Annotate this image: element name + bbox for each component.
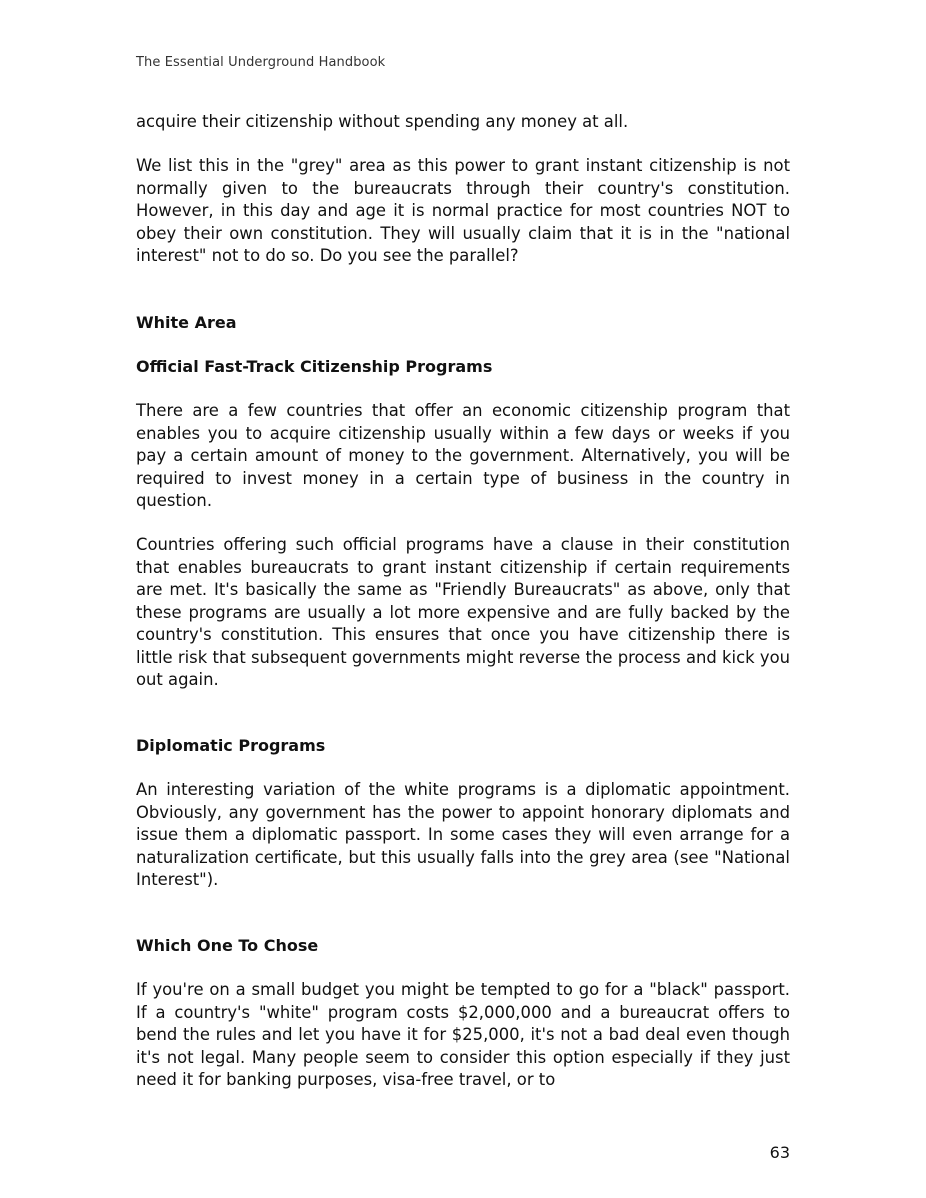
section-heading-white-area: White Area: [136, 313, 237, 333]
section-heading-fast-track: Official Fast-Track Citizenship Programs: [136, 357, 493, 377]
section-heading-which-one: Which One To Chose: [136, 936, 319, 956]
running-header: The Essential Underground Handbook: [136, 55, 386, 70]
page-number: 63: [769, 1143, 790, 1162]
paragraph: Countries offering such official programs have a clause in their constitution that enables bureaucrats to grant instant citizenship if certain requirements are met. It's basically the same as "Friendly Bureaucrats" as above, only that these programs are usually a lot more expensive and are fully backed by the country's constitution. This ensures that once you have citizenship there is little risk that subsequent governments might reverse the process and kick you out again.: [136, 535, 790, 689]
paragraph: An interesting variation of the white programs is a diplomatic appointment. Obviously, any government has the power to appoint honorary diplomats and issue them a diplomatic passport. In some cases they will even arrange for a naturalization certificate, but this usually falls into the grey area (see "National Interest").: [136, 780, 790, 889]
section-heading-diplomatic: Diplomatic Programs: [136, 736, 326, 756]
paragraph: acquire their citizenship without spending any money at all.: [136, 112, 629, 131]
paragraph: We list this in the "grey" area as this power to grant instant citizenship is not normally given to the bureaucrats through their country's constitution. However, in this day and age it is normal practice for most countries NOT to obey their own constitution. They will usually claim that it is in the "national interest" not to do so. Do you see the parallel?: [136, 156, 790, 266]
paragraph: If you're on a small budget you might be tempted to go for a "black" passport. If a country's "white" program costs $2,000,000 and a bureaucrat offers to bend the rules and let you have it for $25,000, it's not a bad deal even though it's not legal. Many people seem to consider this option especially if they just need it for banking purposes, visa-free travel, or to: [136, 980, 790, 1089]
page-body: [136, 111, 790, 1091]
paragraph: There are a few countries that offer an economic citizenship program that enables you to acquire citizenship usually within a few days or weeks if you pay a certain amount of money to the government. Alternatively, you will be required to invest money in a certain type of business in the country in question.: [136, 401, 790, 511]
